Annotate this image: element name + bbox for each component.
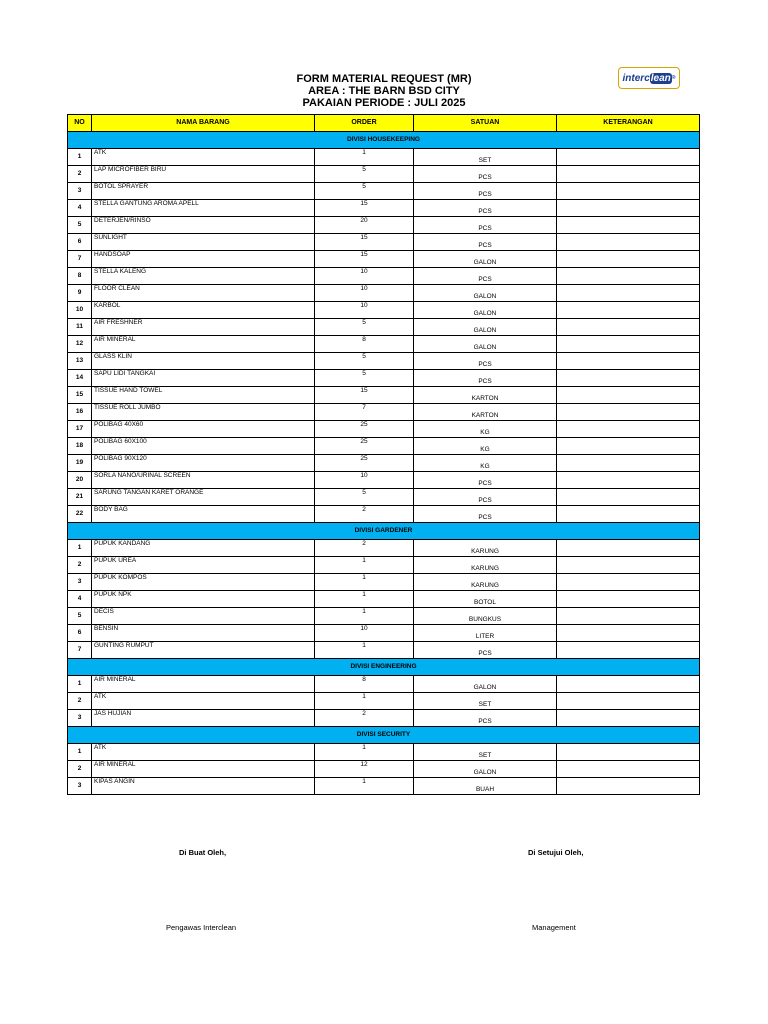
- col-header-no: NO: [68, 115, 92, 132]
- table-row: [68, 540, 700, 557]
- row-satuan: PCS: [414, 353, 557, 370]
- table-row: [68, 608, 700, 625]
- row-nama-barang: SORLA NANO/URINAL SCREEN: [92, 472, 315, 489]
- row-no: 7: [68, 251, 92, 268]
- row-nama-barang: JAS HUJIAN: [92, 710, 315, 727]
- row-keterangan: [557, 557, 700, 574]
- row-satuan: SET: [414, 693, 557, 710]
- table-row: [68, 421, 700, 438]
- table-row: [68, 302, 700, 319]
- row-nama-barang: DETERJEN/RINSO: [92, 217, 315, 234]
- table-row: [68, 744, 700, 761]
- row-satuan: KARTON: [414, 404, 557, 421]
- row-satuan: KG: [414, 438, 557, 455]
- row-nama-barang: STELLA KALENG: [92, 268, 315, 285]
- row-satuan: GALON: [414, 336, 557, 353]
- table-row: [68, 710, 700, 727]
- row-satuan: GALON: [414, 676, 557, 693]
- row-satuan: PCS: [414, 234, 557, 251]
- form-title: FORM MATERIAL REQUEST (MR): [296, 73, 472, 85]
- table-header-row: [68, 115, 700, 132]
- row-satuan: PCS: [414, 489, 557, 506]
- row-satuan: GALON: [414, 285, 557, 302]
- row-no: 3: [68, 710, 92, 727]
- row-order: 5: [315, 319, 414, 336]
- row-satuan: GALON: [414, 251, 557, 268]
- row-nama-barang: AIR MINERAL: [92, 676, 315, 693]
- row-satuan: PCS: [414, 217, 557, 234]
- table-row: [68, 166, 700, 183]
- row-order: 25: [315, 438, 414, 455]
- col-header-keterangan: KETERANGAN: [557, 115, 700, 132]
- row-nama-barang: TISSUE HAND TOWEL: [92, 387, 315, 404]
- table-row: [68, 761, 700, 778]
- row-order: 8: [315, 676, 414, 693]
- table-row: [68, 778, 700, 795]
- row-order: 8: [315, 336, 414, 353]
- row-nama-barang: ATK: [92, 693, 315, 710]
- approved-by-label: Di Setujui Oleh,: [528, 848, 584, 857]
- row-no: 18: [68, 438, 92, 455]
- row-no: 1: [68, 540, 92, 557]
- row-no: 4: [68, 591, 92, 608]
- row-no: 1: [68, 744, 92, 761]
- row-nama-barang: ATK: [92, 744, 315, 761]
- row-no: 1: [68, 149, 92, 166]
- row-keterangan: [557, 540, 700, 557]
- row-satuan: BOTOL: [414, 591, 557, 608]
- row-no: 11: [68, 319, 92, 336]
- row-satuan: PCS: [414, 710, 557, 727]
- table-row: [68, 268, 700, 285]
- row-keterangan: [557, 778, 700, 795]
- row-no: 19: [68, 455, 92, 472]
- division-row: [68, 659, 700, 676]
- row-keterangan: [557, 353, 700, 370]
- row-keterangan: [557, 285, 700, 302]
- row-nama-barang: KIPAS ANGIN: [92, 778, 315, 795]
- row-satuan: KARUNG: [414, 574, 557, 591]
- row-order: 15: [315, 200, 414, 217]
- row-satuan: PCS: [414, 642, 557, 659]
- row-no: 1: [68, 676, 92, 693]
- row-order: 15: [315, 387, 414, 404]
- row-order: 10: [315, 268, 414, 285]
- row-nama-barang: PUPUK KANDANG: [92, 540, 315, 557]
- table-row: [68, 353, 700, 370]
- table-row: [68, 285, 700, 302]
- row-keterangan: [557, 387, 700, 404]
- row-order: 10: [315, 472, 414, 489]
- row-nama-barang: ATK: [92, 149, 315, 166]
- row-no: 20: [68, 472, 92, 489]
- row-order: 1: [315, 591, 414, 608]
- division-row: [68, 727, 700, 744]
- row-keterangan: [557, 506, 700, 523]
- row-satuan: PCS: [414, 472, 557, 489]
- row-no: 2: [68, 166, 92, 183]
- row-no: 14: [68, 370, 92, 387]
- row-nama-barang: POLIBAG 60X100: [92, 438, 315, 455]
- table-row: [68, 642, 700, 659]
- row-nama-barang: PUPUK UREA: [92, 557, 315, 574]
- row-satuan: BUNGKUS: [414, 608, 557, 625]
- row-nama-barang: PUPUK KOMPOS: [92, 574, 315, 591]
- row-satuan: PCS: [414, 506, 557, 523]
- row-keterangan: [557, 489, 700, 506]
- row-no: 17: [68, 421, 92, 438]
- row-order: 2: [315, 540, 414, 557]
- row-keterangan: [557, 149, 700, 166]
- form-area: AREA : THE BARN BSD CITY: [308, 85, 460, 97]
- table-row: [68, 217, 700, 234]
- row-nama-barang: BENSIN: [92, 625, 315, 642]
- row-keterangan: [557, 438, 700, 455]
- row-satuan: LITER: [414, 625, 557, 642]
- row-no: 9: [68, 285, 92, 302]
- row-order: 1: [315, 693, 414, 710]
- form-period: PAKAIAN PERIODE : JULI 2025: [302, 97, 466, 109]
- row-keterangan: [557, 591, 700, 608]
- row-nama-barang: BODY BAG: [92, 506, 315, 523]
- logo-text-b: lean: [650, 72, 671, 84]
- division-title: DIVISI ENGINEERING: [68, 659, 700, 676]
- row-keterangan: [557, 200, 700, 217]
- table-row: [68, 676, 700, 693]
- row-nama-barang: SUNLIGHT: [92, 234, 315, 251]
- row-keterangan: [557, 625, 700, 642]
- row-keterangan: [557, 336, 700, 353]
- row-no: 2: [68, 557, 92, 574]
- row-no: 16: [68, 404, 92, 421]
- row-keterangan: [557, 421, 700, 438]
- row-keterangan: [557, 404, 700, 421]
- row-satuan: SET: [414, 744, 557, 761]
- row-satuan: PCS: [414, 166, 557, 183]
- row-nama-barang: AIR FRESHNER: [92, 319, 315, 336]
- row-nama-barang: STELLA GANTUNG AROMA APELL: [92, 200, 315, 217]
- row-order: 15: [315, 234, 414, 251]
- row-nama-barang: LAP MICROFIBER BIRU: [92, 166, 315, 183]
- row-nama-barang: TISSUE ROLL JUMBO: [92, 404, 315, 421]
- row-satuan: PCS: [414, 370, 557, 387]
- table-row: [68, 438, 700, 455]
- row-order: 1: [315, 149, 414, 166]
- row-order: 2: [315, 710, 414, 727]
- row-order: 1: [315, 574, 414, 591]
- row-keterangan: [557, 608, 700, 625]
- table-row: [68, 234, 700, 251]
- row-satuan: KG: [414, 455, 557, 472]
- col-header-satuan: SATUAN: [414, 115, 557, 132]
- logo-mark: ®: [671, 75, 676, 81]
- division-title: DIVISI GARDENER: [68, 523, 700, 540]
- row-order: 5: [315, 353, 414, 370]
- row-no: 21: [68, 489, 92, 506]
- row-order: 25: [315, 421, 414, 438]
- row-no: 10: [68, 302, 92, 319]
- row-nama-barang: PUPUK NPK: [92, 591, 315, 608]
- table-row: [68, 183, 700, 200]
- row-no: 5: [68, 217, 92, 234]
- division-row: [68, 132, 700, 149]
- row-order: 12: [315, 761, 414, 778]
- row-no: 5: [68, 608, 92, 625]
- row-satuan: GALON: [414, 302, 557, 319]
- row-order: 1: [315, 608, 414, 625]
- division-title: DIVISI HOUSEKEEPING: [68, 132, 700, 149]
- table-row: [68, 455, 700, 472]
- row-order: 2: [315, 506, 414, 523]
- table-row: [68, 404, 700, 421]
- row-nama-barang: GLASS KLIN: [92, 353, 315, 370]
- row-nama-barang: SARUNG TANGAN KARET ORANGE: [92, 489, 315, 506]
- row-nama-barang: BOTOL SPRAYER: [92, 183, 315, 200]
- row-keterangan: [557, 693, 700, 710]
- row-no: 2: [68, 761, 92, 778]
- row-nama-barang: GUNTING RUMPUT: [92, 642, 315, 659]
- row-no: 7: [68, 642, 92, 659]
- row-order: 1: [315, 642, 414, 659]
- row-satuan: KARTON: [414, 387, 557, 404]
- table-row: [68, 200, 700, 217]
- table-row: [68, 489, 700, 506]
- row-satuan: BUAH: [414, 778, 557, 795]
- row-keterangan: [557, 370, 700, 387]
- table-row: [68, 574, 700, 591]
- table-row: [68, 387, 700, 404]
- table-body: [68, 132, 700, 795]
- row-no: 8: [68, 268, 92, 285]
- row-satuan: PCS: [414, 268, 557, 285]
- row-no: 12: [68, 336, 92, 353]
- row-order: 10: [315, 302, 414, 319]
- row-keterangan: [557, 234, 700, 251]
- row-order: 5: [315, 166, 414, 183]
- table-row: [68, 251, 700, 268]
- division-title: DIVISI SECURITY: [68, 727, 700, 744]
- row-keterangan: [557, 642, 700, 659]
- interclean-logo: [618, 67, 680, 89]
- row-keterangan: [557, 676, 700, 693]
- row-order: 1: [315, 744, 414, 761]
- row-no: 6: [68, 625, 92, 642]
- material-request-table: [67, 114, 700, 795]
- row-keterangan: [557, 761, 700, 778]
- row-order: 7: [315, 404, 414, 421]
- division-row: [68, 523, 700, 540]
- row-keterangan: [557, 183, 700, 200]
- row-nama-barang: KARBOL: [92, 302, 315, 319]
- row-order: 10: [315, 625, 414, 642]
- row-nama-barang: POLIBAG 90X120: [92, 455, 315, 472]
- logo-text-a: interc: [622, 72, 650, 84]
- row-order: 1: [315, 557, 414, 574]
- row-nama-barang: FLOOR CLEAN: [92, 285, 315, 302]
- row-no: 3: [68, 778, 92, 795]
- row-order: 10: [315, 285, 414, 302]
- row-keterangan: [557, 268, 700, 285]
- row-satuan: KARUNG: [414, 557, 557, 574]
- row-nama-barang: POLIBAG 40X60: [92, 421, 315, 438]
- row-satuan: PCS: [414, 183, 557, 200]
- row-satuan: PCS: [414, 200, 557, 217]
- row-nama-barang: AIR MINERAL: [92, 336, 315, 353]
- made-by-name: Pengawas Interclean: [166, 923, 237, 932]
- row-nama-barang: DECIS: [92, 608, 315, 625]
- row-keterangan: [557, 472, 700, 489]
- row-keterangan: [557, 455, 700, 472]
- row-satuan: KARUNG: [414, 540, 557, 557]
- row-satuan: SET: [414, 149, 557, 166]
- row-keterangan: [557, 710, 700, 727]
- row-no: 6: [68, 234, 92, 251]
- table-row: [68, 506, 700, 523]
- row-order: 20: [315, 217, 414, 234]
- row-order: 5: [315, 370, 414, 387]
- col-header-nama-barang: NAMA BARANG: [92, 115, 315, 132]
- row-order: 15: [315, 251, 414, 268]
- row-no: 15: [68, 387, 92, 404]
- col-header-order: ORDER: [315, 115, 414, 132]
- row-satuan: GALON: [414, 319, 557, 336]
- table-row: [68, 625, 700, 642]
- row-order: 5: [315, 489, 414, 506]
- row-keterangan: [557, 217, 700, 234]
- row-no: 4: [68, 200, 92, 217]
- table-row: [68, 149, 700, 166]
- made-by-label: Di Buat Oleh,: [179, 848, 227, 857]
- row-nama-barang: AIR MINERAL: [92, 761, 315, 778]
- row-order: 1: [315, 778, 414, 795]
- row-nama-barang: HANDSOAP: [92, 251, 315, 268]
- table-row: [68, 336, 700, 353]
- table-row: [68, 319, 700, 336]
- table-row: [68, 557, 700, 574]
- row-keterangan: [557, 251, 700, 268]
- table-row: [68, 591, 700, 608]
- row-no: 13: [68, 353, 92, 370]
- table-row: [68, 472, 700, 489]
- row-order: 5: [315, 183, 414, 200]
- row-keterangan: [557, 319, 700, 336]
- row-satuan: KG: [414, 421, 557, 438]
- row-no: 3: [68, 574, 92, 591]
- row-keterangan: [557, 166, 700, 183]
- approved-by-name: Management: [532, 923, 576, 932]
- row-no: 22: [68, 506, 92, 523]
- table-row: [68, 370, 700, 387]
- row-no: 3: [68, 183, 92, 200]
- row-keterangan: [557, 574, 700, 591]
- table-row: [68, 693, 700, 710]
- row-keterangan: [557, 744, 700, 761]
- row-nama-barang: SAPU LIDI TANGKAI: [92, 370, 315, 387]
- row-keterangan: [557, 302, 700, 319]
- row-satuan: GALON: [414, 761, 557, 778]
- row-order: 25: [315, 455, 414, 472]
- row-no: 2: [68, 693, 92, 710]
